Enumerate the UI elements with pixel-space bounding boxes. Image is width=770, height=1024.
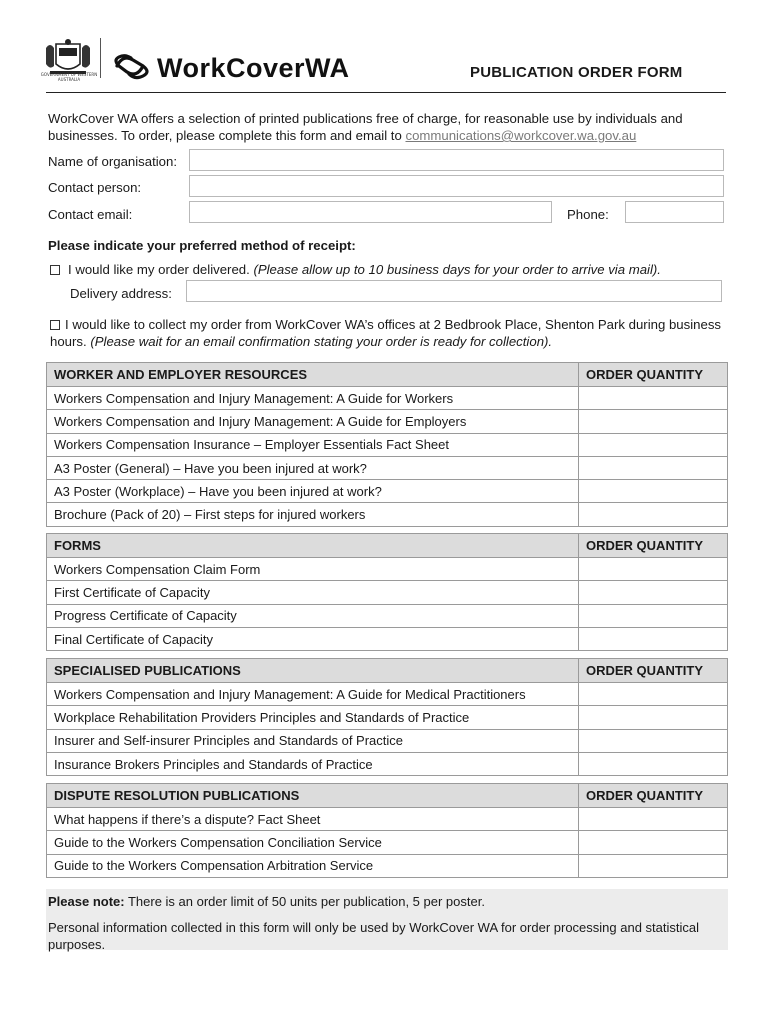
collect-option: I would like to collect my order from WorkCover WA’s offices at 2 Bedbrook Place, Shenton Park during business hours. (Please wait for an email confirmation stating your order is ready for collection). [50, 317, 722, 349]
organisation-input[interactable] [189, 149, 724, 171]
table-row: What happens if there’s a dispute? Fact Sheet [47, 808, 728, 831]
delivery-address-input[interactable] [186, 280, 722, 302]
email-link[interactable]: communications@workcover.wa.gov.au [405, 128, 637, 143]
logo-divider [100, 38, 101, 78]
table-row: A3 Poster (Workplace) – Have you been injured at work? [47, 480, 728, 503]
delivered-option: I would like my order delivered. (Please allow up to 10 business days for your order to arrive via mail). [50, 262, 740, 277]
specialised-table [46, 658, 728, 776]
intro-paragraph: WorkCover WA offers a selection of printed publications free of charge, for reasonable use by individuals and businesses. To order, please complete this form and email to communications@workcover.wa.gov.au [48, 111, 683, 143]
qty-input[interactable] [579, 729, 728, 752]
crest-caption: GOVERNMENT OF WESTERN AUSTRALIA [40, 72, 98, 82]
table-row: Insurer and Self-insurer Principles and Standards of Practice [47, 729, 728, 752]
contact-person-input[interactable] [189, 175, 724, 197]
contact-person-label: Contact person: [48, 180, 142, 195]
qty-header: ORDER QUANTITY [579, 784, 728, 808]
qty-input[interactable] [579, 808, 728, 831]
order-limit-note: Please note: There is an order limit of 50 units per publication, 5 per poster. [48, 894, 485, 909]
table-row: Workers Compensation Insurance – Employer Essentials Fact Sheet [47, 433, 728, 456]
section-title: WORKER AND EMPLOYER RESOURCES [47, 363, 579, 387]
delivered-checkbox[interactable] [50, 265, 60, 275]
privacy-note: Personal information collected in this form will only be used by WorkCover WA for order processing and statistical purposes. [48, 920, 700, 952]
delivery-address-label: Delivery address: [70, 286, 172, 301]
svg-text:WorkCoverWA: WorkCoverWA [157, 53, 350, 83]
table-row: First Certificate of Capacity [47, 581, 728, 604]
section-title: FORMS [47, 534, 579, 558]
table-row: Workers Compensation and Injury Management: A Guide for Workers [47, 387, 728, 410]
table-row: Brochure (Pack of 20) – First steps for injured workers [47, 503, 728, 526]
qty-input[interactable] [579, 706, 728, 729]
qty-header: ORDER QUANTITY [579, 659, 728, 683]
worker-employer-table [46, 362, 728, 527]
qty-header: ORDER QUANTITY [579, 534, 728, 558]
qty-input[interactable] [579, 433, 728, 456]
table-row: A3 Poster (General) – Have you been injured at work? [47, 456, 728, 479]
qty-input[interactable] [579, 604, 728, 627]
table-row: Guide to the Workers Compensation Conciliation Service [47, 831, 728, 854]
forms-table [46, 533, 728, 651]
table-row: Workplace Rehabilitation Providers Principles and Standards of Practice [47, 706, 728, 729]
header-divider [46, 92, 726, 93]
table-row: Progress Certificate of Capacity [47, 604, 728, 627]
contact-email-input[interactable] [189, 201, 552, 223]
qty-input[interactable] [579, 387, 728, 410]
table-row: Final Certificate of Capacity [47, 627, 728, 650]
contact-email-label: Contact email: [48, 207, 133, 222]
qty-input[interactable] [579, 752, 728, 775]
workcover-wa-logo [113, 50, 350, 83]
qty-input[interactable] [579, 854, 728, 877]
dispute-table [46, 783, 728, 878]
section-title: DISPUTE RESOLUTION PUBLICATIONS [47, 784, 579, 808]
qty-input[interactable] [579, 410, 728, 433]
note-box [46, 889, 728, 950]
qty-input[interactable] [579, 558, 728, 581]
table-row: Insurance Brokers Principles and Standards of Practice [47, 752, 728, 775]
phone-input[interactable] [625, 201, 724, 223]
phone-label: Phone: [567, 207, 609, 222]
qty-header: ORDER QUANTITY [579, 363, 728, 387]
page-title: PUBLICATION ORDER FORM [470, 64, 683, 81]
qty-input[interactable] [579, 831, 728, 854]
collect-checkbox[interactable] [50, 320, 60, 330]
qty-input[interactable] [579, 503, 728, 526]
receipt-heading: Please indicate your preferred method of receipt: [48, 238, 356, 253]
organisation-label: Name of organisation: [48, 154, 178, 169]
qty-input[interactable] [579, 456, 728, 479]
table-row: Workers Compensation Claim Form [47, 558, 728, 581]
qty-input[interactable] [579, 627, 728, 650]
qty-input[interactable] [579, 683, 728, 706]
section-title: SPECIALISED PUBLICATIONS [47, 659, 579, 683]
table-row: Workers Compensation and Injury Management: A Guide for Medical Practitioners [47, 683, 728, 706]
table-row: Guide to the Workers Compensation Arbitration Service [47, 854, 728, 877]
qty-input[interactable] [579, 480, 728, 503]
qty-input[interactable] [579, 581, 728, 604]
table-row: Workers Compensation and Injury Management: A Guide for Employers [47, 410, 728, 433]
